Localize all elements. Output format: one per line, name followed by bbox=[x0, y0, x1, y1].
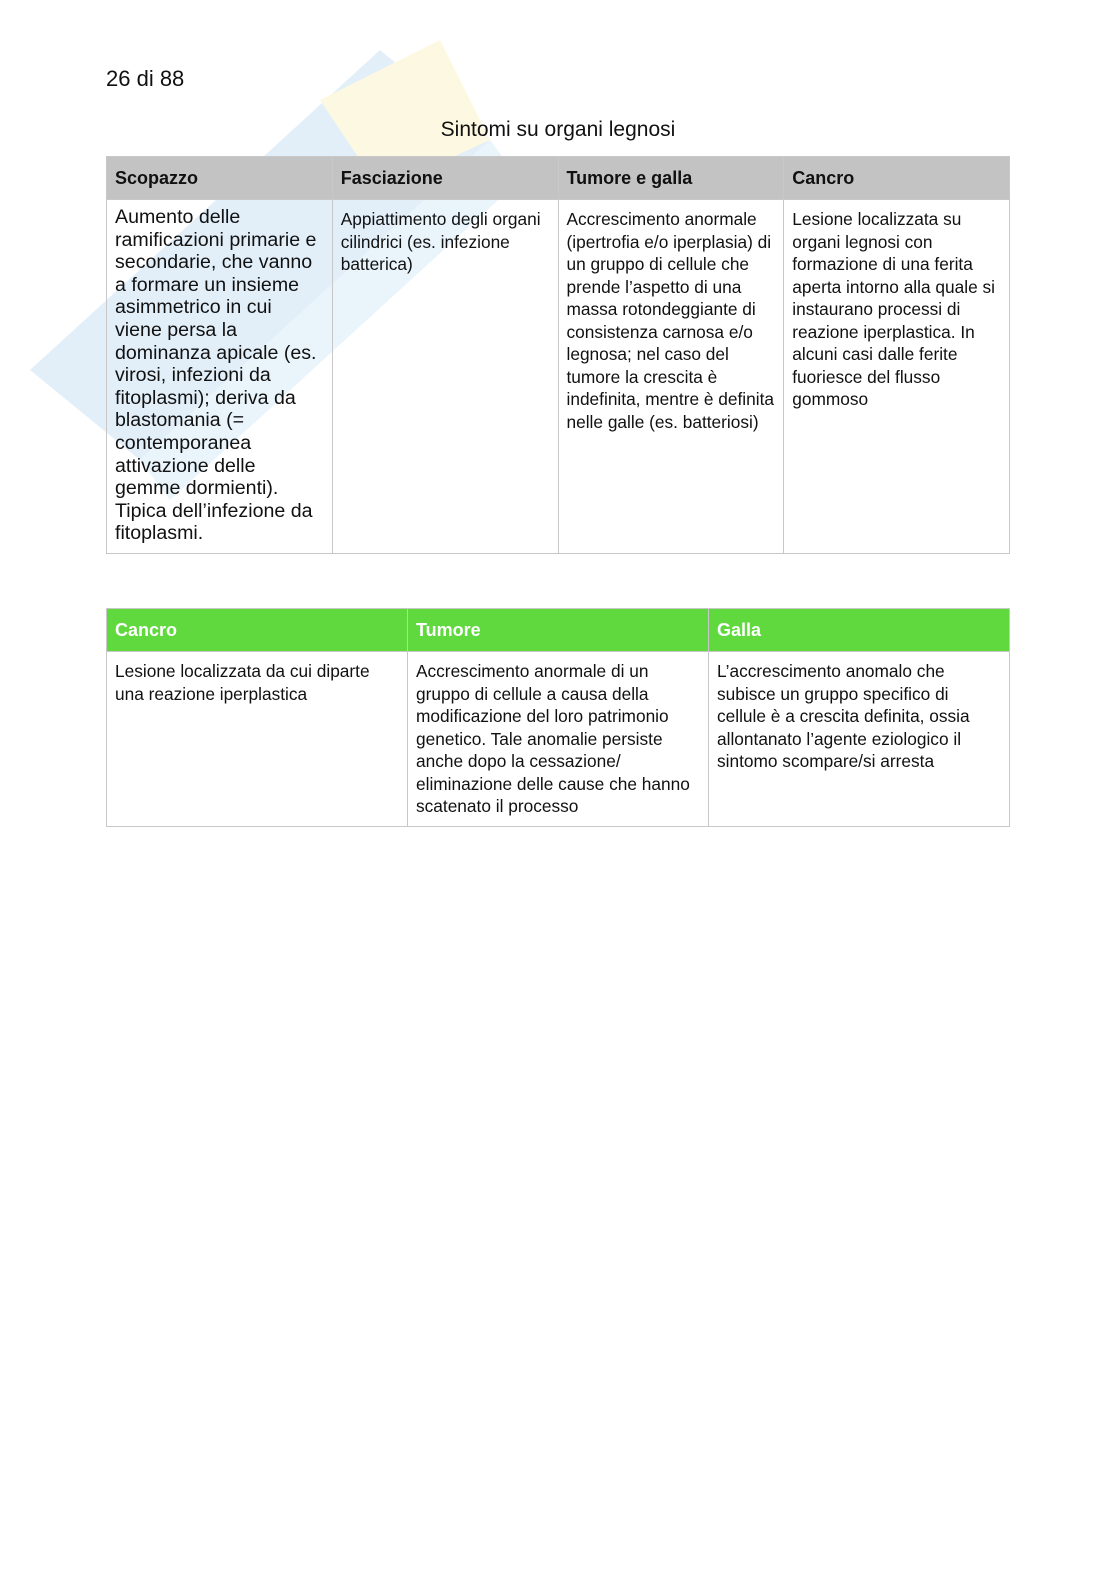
header-cancro: Cancro bbox=[784, 157, 1010, 200]
table-row bbox=[107, 652, 1010, 827]
cell-cancro: Lesione localizzata da cui diparte una reazione iperplastica bbox=[107, 652, 408, 827]
header-scopazzo: Scopazzo bbox=[107, 157, 333, 200]
cell-cancro: Lesione localizzata su organi legnosi con formazione di una ferita aperta intorno alla quale si instaurano processi di reazione iperplastica. In alcuni casi dalle ferite fuoriesce del flusso gommoso bbox=[784, 200, 1010, 554]
cell-tumore-e-galla: Accrescimento anormale (ipertrofia e/o iperplasia) di un gruppo di cellule che prende l’aspetto di una massa rotondeggiante di consistenza carnosa e/o legnosa; nel caso del tumore la crescita è indefinita, mentre è definita nelle galle (es. batteriosi) bbox=[558, 200, 784, 554]
cell-scopazzo: Aumento delle ramificazioni primarie e secondarie, che vanno a formare un insieme asimmetrico in cui viene persa la dominanza apicale (es. virosi, infezioni da fitoplasmi); deriva da blastomania (= contemporanea attivazione delle gemme dormienti). Tipica dell’infezione da fitoplasmi. bbox=[107, 200, 333, 554]
table-header-row bbox=[107, 157, 1010, 200]
header-tumore-e-galla: Tumore e galla bbox=[558, 157, 784, 200]
symptoms-table bbox=[106, 156, 1010, 554]
table-row bbox=[107, 200, 1010, 554]
header-galla: Galla bbox=[709, 609, 1010, 652]
page-number: 26 di 88 bbox=[106, 66, 185, 91]
comparison-table bbox=[106, 608, 1010, 827]
header-fasciazione: Fasciazione bbox=[332, 157, 558, 200]
cell-fasciazione: Appiattimento degli organi cilindrici (es. infezione batterica) bbox=[332, 200, 558, 554]
cell-tumore: Accrescimento anormale di un gruppo di cellule a causa della modificazione del loro patrimonio genetico. Tale anomalie persiste anche dopo la cessazione/ eliminazione delle cause che hanno scatenato il processo bbox=[408, 652, 709, 827]
cell-galla: L’accrescimento anomalo che subisce un gruppo specifico di cellule è a crescita definita, ossia allontanato l’agente eziologico il sintomo scompare/si arresta bbox=[709, 652, 1010, 827]
page-title: Sintomi su organi legnosi bbox=[440, 118, 676, 141]
header-tumore: Tumore bbox=[408, 609, 709, 652]
header-cancro: Cancro bbox=[107, 609, 408, 652]
table-header-row bbox=[107, 609, 1010, 652]
